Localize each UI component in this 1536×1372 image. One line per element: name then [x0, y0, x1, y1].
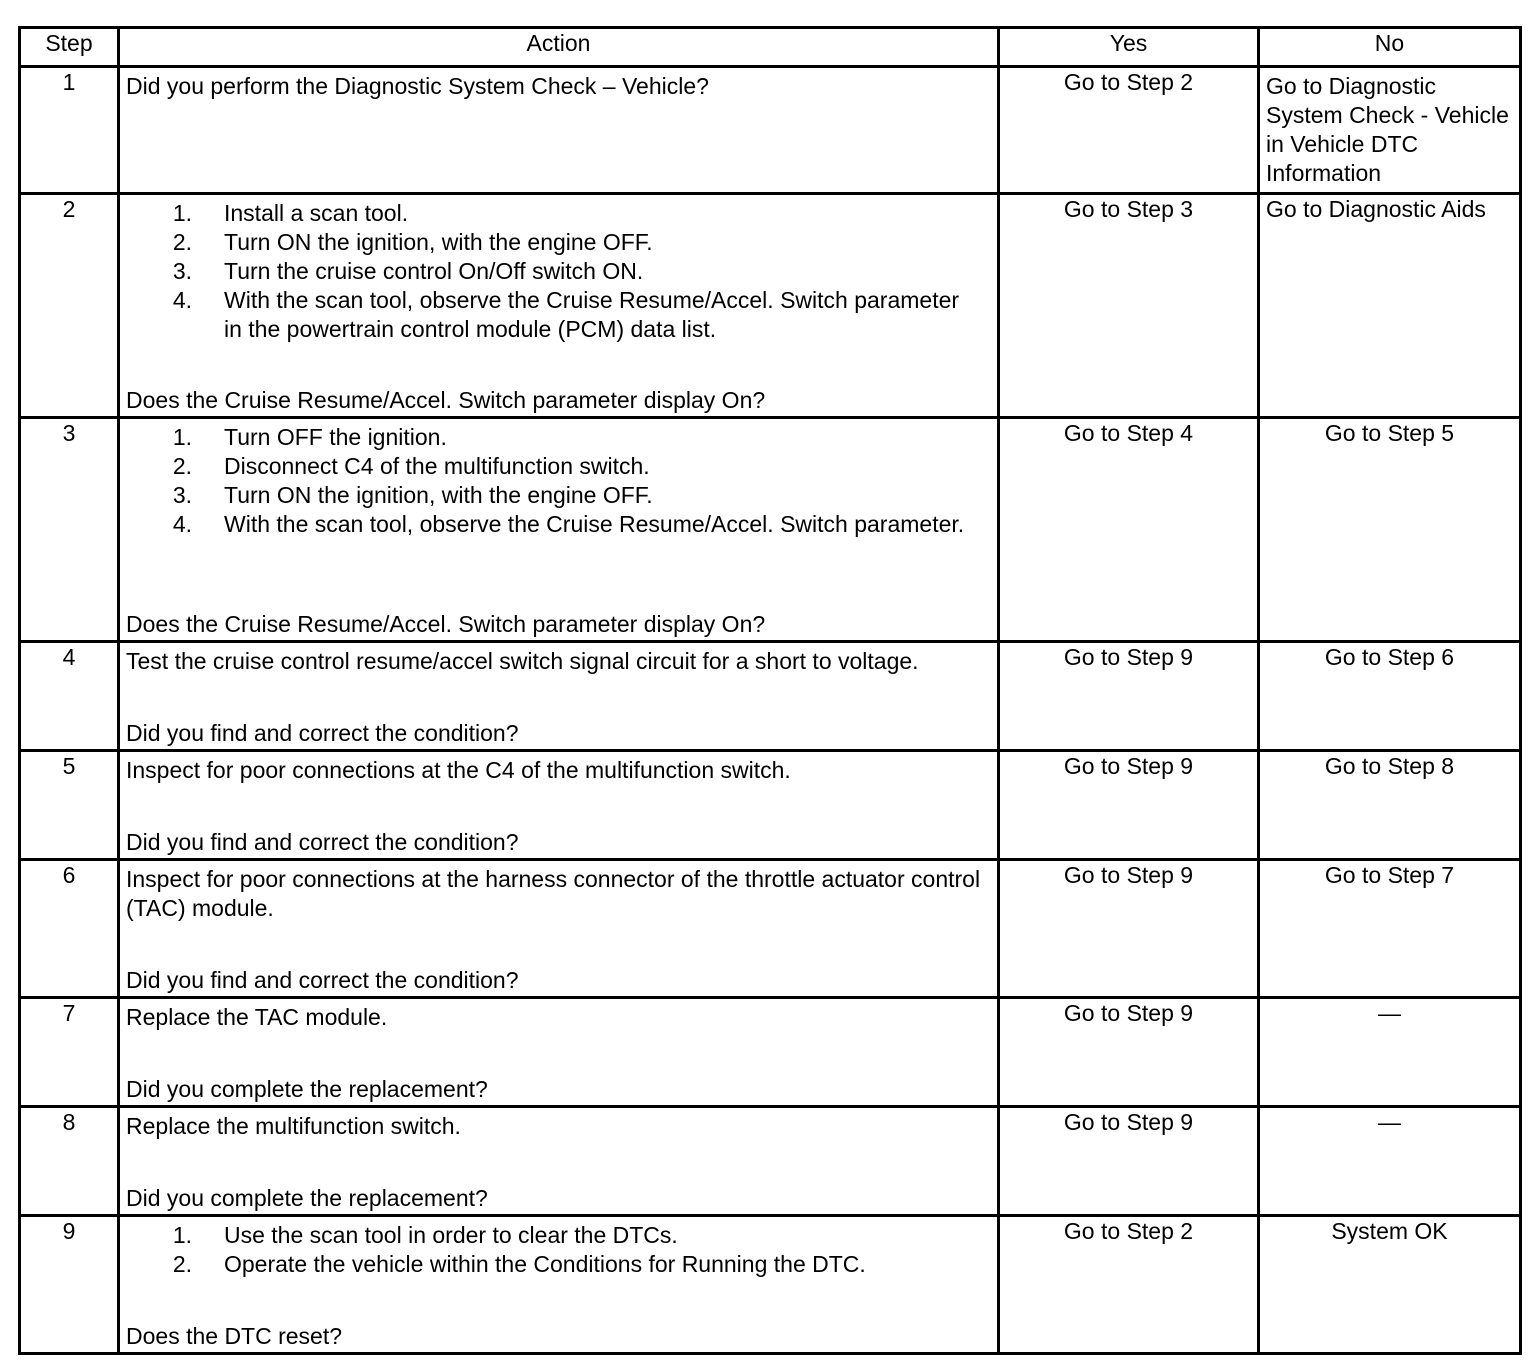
yes-result: Go to Step 9 [999, 860, 1259, 998]
action-text: Test the cruise control resume/accel switch signal circuit for a short to voltage. [126, 648, 919, 674]
yes-result: Go to Step 2 [999, 67, 1259, 194]
table-row [20, 1216, 1521, 1354]
yes-result: Go to Step 9 [999, 1107, 1259, 1216]
step-number: 3 [20, 418, 119, 642]
action-list [120, 1217, 997, 1279]
action-question: Did you complete the replacement? [126, 1185, 488, 1211]
action-cell [119, 194, 999, 418]
header-yes: Yes [999, 28, 1259, 67]
step-number: 8 [20, 1107, 119, 1216]
step-number: 5 [20, 751, 119, 860]
table-row [20, 642, 1521, 751]
action-cell [119, 418, 999, 642]
action-cell [119, 1107, 999, 1216]
yes-result: Go to Step 9 [999, 751, 1259, 860]
header-step: Step [20, 28, 119, 67]
action-question: Did you complete the replacement? [126, 1076, 488, 1102]
table-row [20, 418, 1521, 642]
no-result: Go to Step 7 [1259, 860, 1521, 998]
step-number: 6 [20, 860, 119, 998]
header-no: No [1259, 28, 1521, 67]
list-item: 4. With the scan tool, observe the Cruise Resume/Accel. Switch parameter. [172, 511, 965, 537]
no-result: Go to Step 6 [1259, 642, 1521, 751]
no-result: Go to Diagnostic Aids [1259, 194, 1521, 418]
list-item: 2. Turn ON the ignition, with the engine OFF. [172, 229, 653, 255]
table-row [20, 1107, 1521, 1216]
action-question: Does the Cruise Resume/Accel. Switch parameter display On? [126, 387, 766, 413]
header-action: Action [119, 28, 999, 67]
action-question: Does the Cruise Resume/Accel. Switch parameter display On? [126, 611, 766, 637]
step-number: 1 [20, 67, 119, 194]
step-number: 7 [20, 998, 119, 1107]
list-item: 2. Operate the vehicle within the Conditions for Running the DTC. [172, 1251, 866, 1277]
table-row [20, 751, 1521, 860]
no-result: — [1259, 998, 1521, 1107]
action-text: Replace the multifunction switch. [126, 1113, 461, 1139]
yes-result: Go to Step 3 [999, 194, 1259, 418]
no-result: Go to Step 5 [1259, 418, 1521, 642]
diagnostic-table [18, 26, 1522, 1355]
action-question: Did you find and correct the condition? [126, 967, 519, 993]
no-result: Go to Diagnostic System Check - Vehicle in Vehicle DTC Information [1259, 67, 1521, 194]
no-result: — [1259, 1107, 1521, 1216]
table-row [20, 67, 1521, 194]
step-number: 9 [20, 1216, 119, 1354]
action-cell [119, 1216, 999, 1354]
table-row [20, 860, 1521, 998]
list-item: 2. Disconnect C4 of the multifunction switch. [172, 453, 650, 479]
action-text: Did you perform the Diagnostic System Check – Vehicle? [126, 73, 709, 99]
list-item: 1. Use the scan tool in order to clear the DTCs. [172, 1222, 678, 1248]
action-question: Did you find and correct the condition? [126, 829, 519, 855]
action-cell [119, 642, 999, 751]
action-list [120, 195, 997, 344]
list-item: 1. Turn OFF the ignition. [172, 424, 447, 450]
list-item: 3. Turn the cruise control On/Off switch ON. [172, 258, 644, 284]
header-row [20, 28, 1521, 67]
action-cell [119, 751, 999, 860]
action-text: Inspect for poor connections at the C4 of the multifunction switch. [126, 757, 791, 783]
no-result: Go to Step 8 [1259, 751, 1521, 860]
yes-result: Go to Step 4 [999, 418, 1259, 642]
action-question: Does the DTC reset? [126, 1323, 343, 1349]
action-cell [119, 67, 999, 194]
yes-result: Go to Step 9 [999, 642, 1259, 751]
no-result: System OK [1259, 1216, 1521, 1354]
yes-result: Go to Step 9 [999, 998, 1259, 1107]
yes-result: Go to Step 2 [999, 1216, 1259, 1354]
action-question: Did you find and correct the condition? [126, 720, 519, 746]
list-item: 4. With the scan tool, observe the Cruise Resume/Accel. Switch parameter in the powertrain control module (PCM) data list. [172, 287, 960, 342]
list-item: 1. Install a scan tool. [172, 200, 409, 226]
action-text: Replace the TAC module. [126, 1004, 388, 1030]
step-number: 4 [20, 642, 119, 751]
action-text: Inspect for poor connections at the harness connector of the throttle actuator control (TAC) module. [126, 866, 981, 921]
table-row [20, 194, 1521, 418]
action-list [120, 419, 997, 539]
action-cell [119, 860, 999, 998]
action-cell [119, 998, 999, 1107]
table-row [20, 998, 1521, 1107]
list-item: 3. Turn ON the ignition, with the engine OFF. [172, 482, 653, 508]
step-number: 2 [20, 194, 119, 418]
